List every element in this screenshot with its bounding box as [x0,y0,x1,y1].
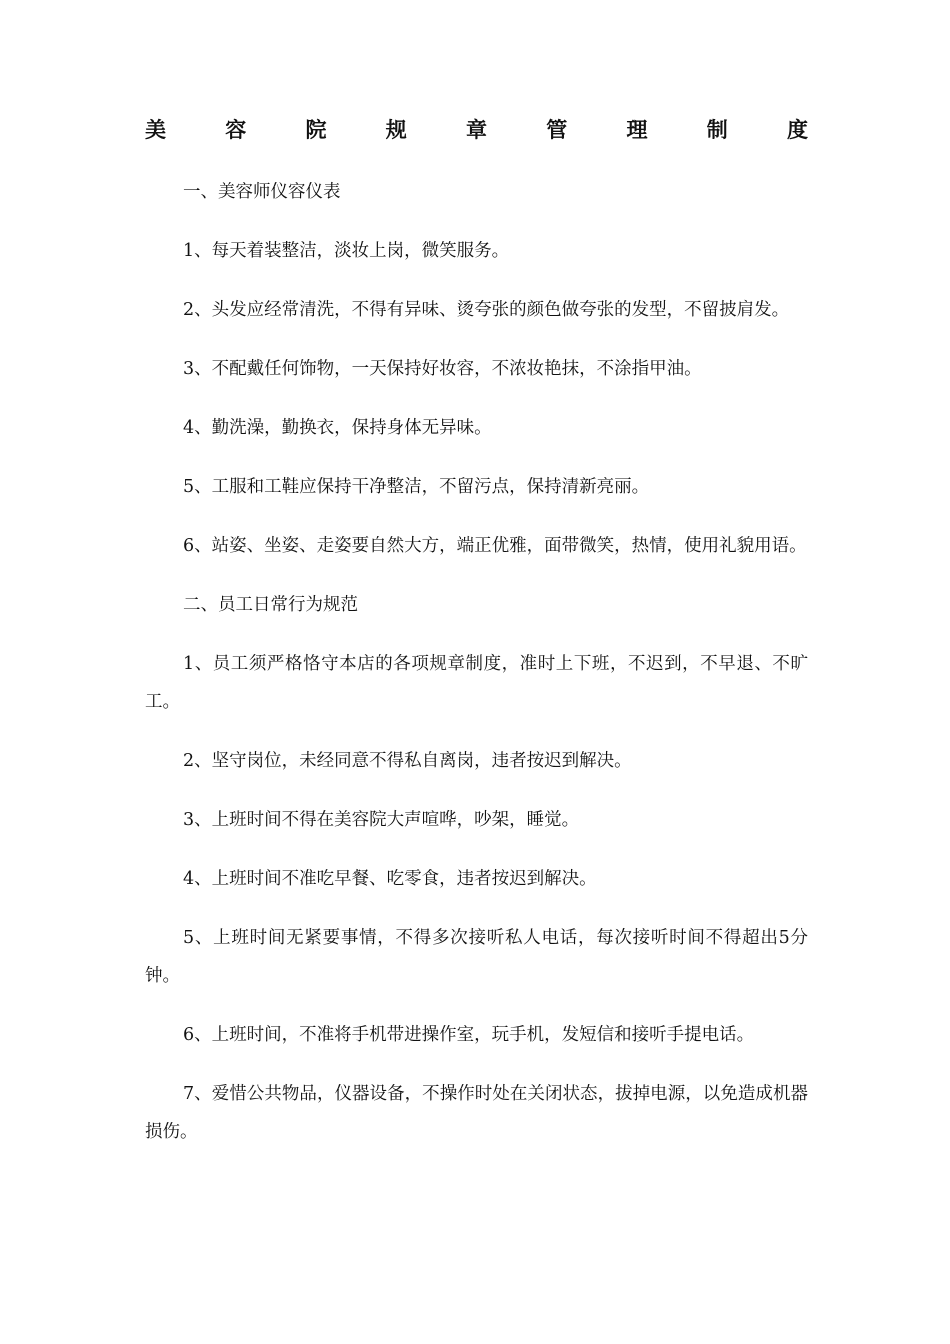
title-char: 理 [626,117,648,142]
title-char: 管 [546,117,568,142]
title-char: 容 [225,117,247,142]
document-body [145,173,808,1172]
rule-item: 1、员工须严格恪守本店的各项规章制度，准时上下班，不迟到，不早退、不旷工。 [145,654,808,712]
document-title [145,112,808,146]
rule-item: 5、上班时间无紧要事情，不得多次接听私人电话，每次接听时间不得超出5分钟。 [145,928,808,986]
section-heading: 一、美容师仪容仪表 [183,182,341,202]
section-heading: 二、员工日常行为规范 [183,595,358,615]
title-char: 度 [787,117,808,142]
title-char: 院 [305,117,327,142]
title-char: 规 [385,117,407,142]
rule-item: 2、坚守岗位，未经同意不得私自离岗，违者按迟到解决。 [183,751,632,771]
title-char: 美 [145,117,166,142]
rule-item: 3、不配戴任何饰物，一天保持好妆容，不浓妆艳抹，不涂指甲油。 [183,359,702,379]
title-char: 制 [706,117,728,142]
rule-item: 2、头发应经常清洗，不得有异味、烫夸张的颜色做夸张的发型，不留披肩发。 [183,300,790,320]
title-char: 章 [466,117,487,142]
rule-item: 7、爱惜公共物品，仪器设备，不操作时处在关闭状态，拔掉电源，以免造成机器损伤。 [145,1084,808,1142]
rule-item: 4、上班时间不准吃早餐、吃零食，违者按迟到解决。 [183,869,597,889]
rule-item: 6、站姿、坐姿、走姿要自然大方，端正优雅，面带微笑，热情，使用礼貌用语。 [183,536,807,556]
rule-item: 4、勤洗澡，勤换衣，保持身体无异味。 [183,418,492,438]
rule-item: 5、工服和工鞋应保持干净整洁，不留污点，保持清新亮丽。 [183,477,650,497]
rule-item: 6、上班时间，不准将手机带进操作室，玩手机，发短信和接听手提电话。 [183,1025,755,1045]
rule-item: 1、每天着装整洁，淡妆上岗，微笑服务。 [183,241,510,261]
rule-item: 3、上班时间不得在美容院大声喧哗，吵架，睡觉。 [183,810,580,830]
